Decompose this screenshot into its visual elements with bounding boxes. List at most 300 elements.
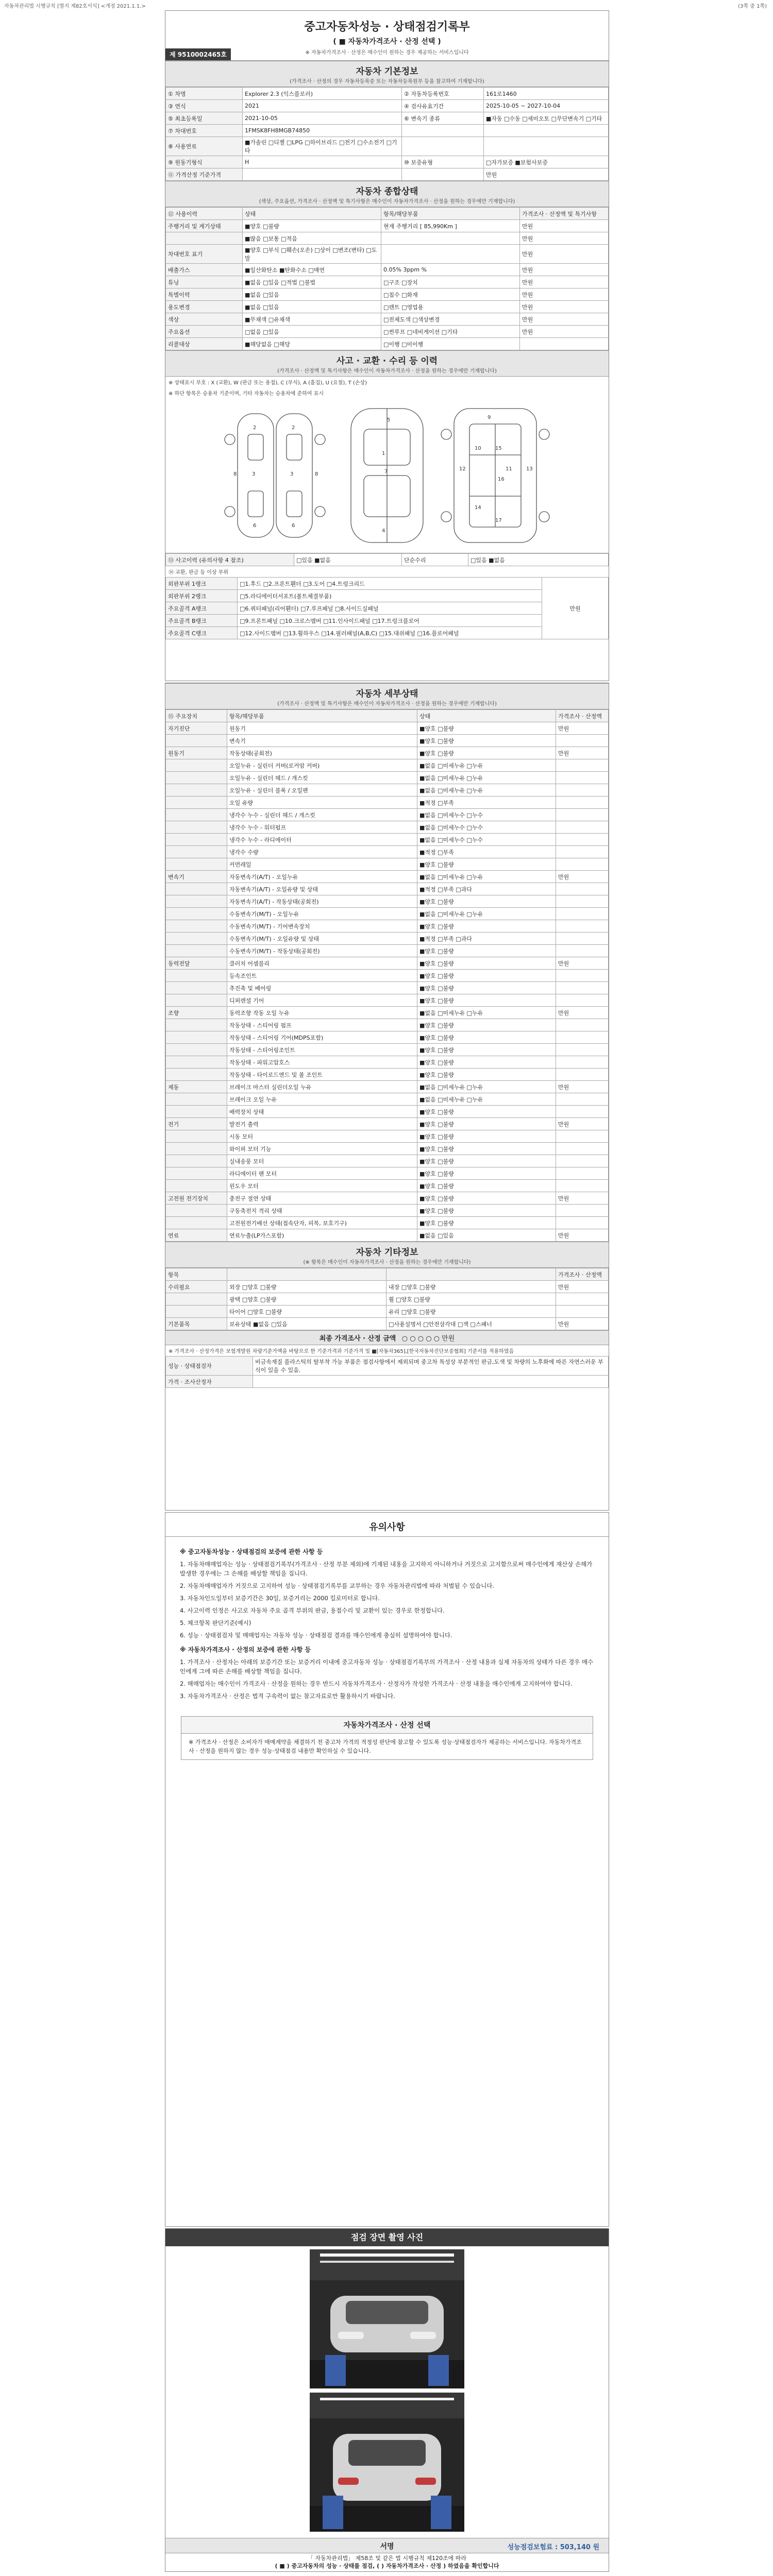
special-note-row bbox=[166, 1357, 609, 1376]
detail-cell: 브레이크 오일 누유 bbox=[227, 1093, 417, 1106]
summary-cell: 만원 bbox=[520, 289, 609, 301]
detail-cell bbox=[556, 1106, 609, 1118]
detail-cell: 오일누유 - 실린더 블록 / 오일팬 bbox=[227, 784, 417, 796]
other-cell: 만원 bbox=[556, 1318, 609, 1330]
detail-cell: ■양호 □불량 bbox=[417, 1143, 556, 1155]
detail-cell: 시동 모터 bbox=[227, 1130, 417, 1143]
page-1 bbox=[165, 10, 609, 681]
detail-cell: ■양호 □불량 bbox=[417, 1155, 556, 1167]
basic-info-cell: 2021-10-05 bbox=[243, 112, 402, 125]
footer-confirm-line: ( ■ ) 중고자동차의 성능 · 상태를 점검, ( ) 자동차가격조사 · 산정 ) 하였음을 확인합니다 bbox=[275, 2563, 499, 2569]
other-cell: 광택 □양호 □불량 bbox=[227, 1293, 386, 1306]
summary-cell: 만원 bbox=[520, 313, 609, 326]
other-cell bbox=[556, 1306, 609, 1318]
basic-info-table bbox=[165, 87, 609, 181]
detail-cell: 오일 유량 bbox=[227, 796, 417, 809]
accident-frame-cell: 단순수리 bbox=[402, 554, 468, 566]
basic-info-cell bbox=[402, 137, 484, 156]
vehicle-outline-diagram bbox=[165, 398, 608, 553]
detail-cell: ■양호 □불량 bbox=[417, 1106, 556, 1118]
document-number: 제 9510002465호 bbox=[165, 48, 231, 60]
detail-cell bbox=[556, 883, 609, 895]
basic-info-cell: 1FMSK8FH8MGB74850 bbox=[243, 125, 402, 137]
detail-cell bbox=[166, 1056, 227, 1069]
detail-cell: 냉각수 누수 - 워터펌프 bbox=[227, 821, 417, 834]
detail-cell bbox=[556, 735, 609, 747]
detail-cell bbox=[166, 883, 227, 895]
summary-note: (색상, 주요옵션, 가격조사 · 산정액 및 특기사항은 매수인이 자동차가격조사 · 산정을 원하는 경우에만 기재합니다) bbox=[259, 199, 515, 205]
detail-cell: 자동변속기(A/T) - 작동상태(공회전) bbox=[227, 895, 417, 908]
inspection-photo-front bbox=[310, 2249, 464, 2388]
detail-cell: ■양호 □불량 bbox=[417, 895, 556, 908]
summary-table bbox=[165, 207, 609, 350]
basic-info-row bbox=[166, 88, 609, 100]
detail-cell: ■없음 □미세누유 □누유 bbox=[417, 1093, 556, 1106]
frame-table bbox=[165, 553, 609, 566]
detail-cell: 와이퍼 모터 기능 bbox=[227, 1143, 417, 1155]
detail-cell: 만원 bbox=[556, 1007, 609, 1019]
detail-row bbox=[166, 920, 609, 933]
svg-text:6: 6 bbox=[292, 523, 295, 529]
detail-cell: 냉각수 수량 bbox=[227, 846, 417, 858]
svg-text:7: 7 bbox=[384, 469, 388, 474]
detail-cell: 냉각수 누수 - 라디에이터 bbox=[227, 834, 417, 846]
summary-cell: 튜닝 bbox=[166, 276, 243, 289]
caution-item: 4. 사고이력 인정은 사고로 자동차 주요 골격 부위의 판금, 용접수리 및 교환이 있는 경우로 한정합니다. bbox=[180, 1607, 445, 1614]
detail-cell: 자기진단 bbox=[166, 722, 227, 735]
detail-cell bbox=[556, 772, 609, 784]
detail-cell: 배력장치 상태 bbox=[227, 1106, 417, 1118]
detail-cell: 만원 bbox=[556, 1229, 609, 1242]
detail-cell: 만원 bbox=[556, 871, 609, 883]
summary-header: 항목/해당부품 bbox=[381, 208, 520, 220]
detail-cell bbox=[166, 821, 227, 834]
detail-cell: ■양호 □불량 bbox=[417, 1180, 556, 1192]
detail-cell bbox=[166, 1167, 227, 1180]
detail-cell: ■없음 □미세누유 □누유 bbox=[417, 772, 556, 784]
detail-title: 자동차 세부상태 bbox=[356, 689, 418, 699]
detail-cell bbox=[166, 1106, 227, 1118]
summary-cell: ■많음 □보통 □적음 bbox=[243, 232, 381, 245]
svg-text:14: 14 bbox=[475, 505, 481, 511]
detail-row bbox=[166, 994, 609, 1007]
detail-cell: ■양호 □불량 bbox=[417, 1130, 556, 1143]
summary-cell bbox=[381, 245, 520, 264]
other-cell bbox=[556, 1293, 609, 1306]
detail-row bbox=[166, 957, 609, 970]
basic-info-cell: 2021 bbox=[243, 100, 402, 112]
basic-info-cell: ⑥ 변속기 종류 bbox=[402, 112, 484, 125]
svg-text:11: 11 bbox=[506, 466, 512, 472]
detail-cell: 작동상태(공회전) bbox=[227, 747, 417, 759]
detail-cell bbox=[556, 821, 609, 834]
detail-cell bbox=[166, 945, 227, 957]
summary-title: 자동차 종합상태 bbox=[356, 187, 418, 197]
detail-cell bbox=[166, 1019, 227, 1031]
basic-info-title: 자동차 기본정보 bbox=[356, 66, 418, 77]
detail-row bbox=[166, 871, 609, 883]
detail-cell bbox=[556, 858, 609, 871]
inspection-photo-rear bbox=[310, 2393, 464, 2532]
detail-cell: 수동변속기(M/T) - 오일누유 bbox=[227, 908, 417, 920]
accident-frame-cell: □있음 ■없음 bbox=[468, 554, 609, 566]
caution-item: 1. 자동차매매업자는 성능 · 상태점검기록부(가격조사 · 산정 부분 제외)에 기재된 내용을 고지하지 아니하거나 거짓으로 고지함으로써 매수인에게 재산상 손해가 발생한 경우에는 그 손해를 배상할 책임을 집니다. bbox=[180, 1561, 593, 1577]
detail-cell bbox=[166, 858, 227, 871]
rank-label: 외판부위 2랭크 bbox=[166, 590, 238, 602]
final-price-band bbox=[165, 1330, 609, 1345]
summary-cell: 만원 bbox=[520, 276, 609, 289]
detail-cell: ■양호 □불량 bbox=[417, 747, 556, 759]
rank-label: 주요골격 B랭크 bbox=[166, 615, 238, 627]
detail-cell: 실내송풍 모터 bbox=[227, 1155, 417, 1167]
summary-cell: 주요옵션 bbox=[166, 326, 243, 338]
other-cell: 휠 □양호 □불량 bbox=[386, 1293, 556, 1306]
detail-cell: 작동상태 - 파워고압호스 bbox=[227, 1056, 417, 1069]
summary-cell bbox=[166, 232, 243, 245]
svg-text:4: 4 bbox=[382, 528, 385, 534]
detail-cell bbox=[556, 994, 609, 1007]
summary-cell: 만원 bbox=[520, 326, 609, 338]
detail-cell: ■양호 □불량 bbox=[417, 1167, 556, 1180]
summary-header: ⑫ 사용이력 bbox=[166, 208, 243, 220]
basic-info-cell: ⑧ 사용연료 bbox=[166, 137, 243, 156]
detail-cell: 윈도우 모터 bbox=[227, 1180, 417, 1192]
summary-row bbox=[166, 289, 609, 301]
summary-cell: □전체도색 □색상변경 bbox=[381, 313, 520, 326]
summary-cell: ■없음 □있음 □적법 □불법 bbox=[243, 276, 381, 289]
detail-cell bbox=[556, 1044, 609, 1056]
signature-band bbox=[165, 2538, 609, 2553]
detail-cell bbox=[166, 920, 227, 933]
basic-info-cell: ⑤ 최초등록일 bbox=[166, 112, 243, 125]
detail-cell bbox=[166, 846, 227, 858]
detail-cell: ■없음 □미세누유 □누유 bbox=[417, 784, 556, 796]
detail-cell bbox=[556, 1056, 609, 1069]
caution-item: 5. 체크항목 판단기준(예시) bbox=[180, 1619, 251, 1626]
form-legal-basis: 자동차관리법 시행규칙 [별지 제82호서식] <개정 2021.1.1.> bbox=[4, 4, 146, 9]
detail-cell: 클러치 어셈블리 bbox=[227, 957, 417, 970]
price-caution-item: 1. 가격조사 · 산정자는 아래의 보증기간 또는 보증거리 이내에 중고자동차 성능 · 상태점검기록부의 가격조사 · 산정 내용과 실제 자동차의 상태가 다른 경우 매수인에게 그에 따른 손해를 배상할 책임을 집니다. bbox=[180, 1658, 594, 1675]
detail-cell: 수동변속기(M/T) - 오일유량 및 상태 bbox=[227, 933, 417, 945]
detail-row bbox=[166, 1192, 609, 1205]
summary-cell: 용도변경 bbox=[166, 301, 243, 313]
caution-section-1: ※ 중고자동차성능 · 상태점검의 보증에 관한 사항 등 bbox=[180, 1548, 323, 1555]
detail-cell bbox=[556, 846, 609, 858]
detail-cell: ■양호 □불량 bbox=[417, 945, 556, 957]
footer-legal-line: 「 자동차관리법」 제58조 및 같은 법 시행규칙 제120조에 따라 bbox=[307, 2555, 467, 2562]
basic-info-row bbox=[166, 156, 609, 168]
detail-cell: ■양호 □불량 bbox=[417, 1217, 556, 1229]
detail-cell: 오일누유 - 실린더 커버(로커암 커버) bbox=[227, 759, 417, 772]
caution-item: 2. 자동차매매업자가 거짓으로 고지하여 성능 · 상태점검기록부를 교부하는 경우 자동차관리법에 따라 처벌될 수 있습니다. bbox=[180, 1582, 495, 1589]
caution-body bbox=[165, 1537, 609, 1709]
detail-cell: 냉각수 누수 - 실린더 헤드 / 개스킷 bbox=[227, 809, 417, 821]
basic-info-cell: ■자동 □수동 □세미오토 □무단변속기 □기타 bbox=[484, 112, 609, 125]
detail-cell: ■양호 □불량 bbox=[417, 982, 556, 994]
detail-row bbox=[166, 1118, 609, 1130]
special-note-row bbox=[166, 1376, 609, 1388]
detail-cell bbox=[556, 1069, 609, 1081]
detail-row bbox=[166, 1019, 609, 1031]
summary-row bbox=[166, 338, 609, 350]
summary-cell: ■양호 □부식 □훼손(오손) □상이 □변조(변타) □도말 bbox=[243, 245, 381, 264]
detail-cell bbox=[556, 809, 609, 821]
summary-cell: ■해당없음 □해당 bbox=[243, 338, 381, 350]
detail-row bbox=[166, 895, 609, 908]
basic-info-cell: H bbox=[243, 156, 402, 168]
detail-row bbox=[166, 1130, 609, 1143]
other-cell: 수리필요 bbox=[166, 1281, 227, 1293]
detail-row bbox=[166, 883, 609, 895]
detail-cell: ■양호 □불량 bbox=[417, 735, 556, 747]
rank-label: 외판부위 1랭크 bbox=[166, 578, 238, 590]
price-option-line: ( ■ 자동차가격조사 · 산정 선택 ) bbox=[333, 38, 441, 46]
detail-cell: 변속기 bbox=[166, 871, 227, 883]
price-option-box bbox=[181, 1716, 593, 1760]
rank-parts: □6.쿼터패널(리어휀더) □7.루프패널 □8.사이드실패널 bbox=[238, 602, 542, 615]
summary-row bbox=[166, 276, 609, 289]
detail-cell bbox=[166, 1155, 227, 1167]
rank-parts: □9.프론트패널 □10.크로스멤버 □11.인사이드패널 □17.트렁크플로어 bbox=[238, 615, 542, 627]
detail-cell bbox=[556, 759, 609, 772]
detail-cell bbox=[556, 1093, 609, 1106]
detail-cell: 조향 bbox=[166, 1007, 227, 1019]
detail-row bbox=[166, 1044, 609, 1056]
other-cell bbox=[166, 1306, 227, 1318]
basic-info-row bbox=[166, 100, 609, 112]
detail-cell: ■양호 □불량 bbox=[417, 957, 556, 970]
svg-text:8: 8 bbox=[315, 471, 318, 477]
accident-frame-cell: ⑬ 사고이력 (유의사항 4 참조) bbox=[166, 554, 294, 566]
detail-cell bbox=[166, 735, 227, 747]
summary-cell: 만원 bbox=[520, 264, 609, 276]
detail-cell bbox=[166, 1031, 227, 1044]
vehicle-diagram bbox=[165, 398, 609, 553]
page-2 bbox=[165, 683, 609, 1511]
detail-row bbox=[166, 1229, 609, 1242]
detail-cell: ■양호 □불량 bbox=[417, 1056, 556, 1069]
detail-row bbox=[166, 821, 609, 834]
detail-cell: ■양호 □불량 bbox=[417, 858, 556, 871]
accident-band bbox=[165, 350, 609, 377]
detail-cell bbox=[556, 1130, 609, 1143]
summary-cell: 차대번호 표기 bbox=[166, 245, 243, 264]
detail-cell: 작동상태 - 타이로드엔드 및 볼 조인트 bbox=[227, 1069, 417, 1081]
svg-text:1: 1 bbox=[382, 451, 385, 456]
detail-row bbox=[166, 759, 609, 772]
rank-label: 주요골격 C랭크 bbox=[166, 627, 238, 639]
summary-cell: ■없음 □있음 bbox=[243, 289, 381, 301]
svg-text:10: 10 bbox=[475, 446, 481, 451]
basic-info-row bbox=[166, 137, 609, 156]
basic-info-cell: ⑪ 가격산정 기준가격 bbox=[166, 168, 243, 181]
svg-text:17: 17 bbox=[495, 518, 502, 523]
detail-cell bbox=[556, 796, 609, 809]
summary-cell: 색상 bbox=[166, 313, 243, 326]
detail-cell: 발전기 출력 bbox=[227, 1118, 417, 1130]
detail-cell: 자동변속기(A/T) - 오일누유 bbox=[227, 871, 417, 883]
rank-parts: □12.사이드멤버 □13.휠하우스 □14.필러패널(A,B,C) □15.대쉬패널 □16.플로어패널 bbox=[238, 627, 542, 639]
detail-cell bbox=[556, 982, 609, 994]
detail-cell: ■없음 □미세누유 □누유 bbox=[417, 759, 556, 772]
detail-cell: 고전원전기배선 상태(접속단자, 피복, 보호기구) bbox=[227, 1217, 417, 1229]
detail-cell: ■양호 □불량 bbox=[417, 1205, 556, 1217]
detail-cell bbox=[556, 784, 609, 796]
basic-info-cell bbox=[484, 137, 609, 156]
detail-header: 항목/해당부품 bbox=[227, 710, 417, 722]
confirmation-footer bbox=[165, 2554, 609, 2570]
detail-cell bbox=[556, 1143, 609, 1155]
svg-text:8: 8 bbox=[233, 471, 237, 477]
detail-cell: ■양호 □불량 bbox=[417, 994, 556, 1007]
detail-cell: ■적정 □부족 bbox=[417, 846, 556, 858]
detail-cell: 등속조인트 bbox=[227, 970, 417, 982]
detail-cell: ■없음 □미세누유 □누유 bbox=[417, 908, 556, 920]
summary-cell: 만원 bbox=[520, 245, 609, 264]
detail-cell bbox=[166, 1143, 227, 1155]
detail-cell: 자동변속기(A/T) - 오일유량 및 상태 bbox=[227, 883, 417, 895]
detail-cell bbox=[166, 796, 227, 809]
summary-cell: 특별이력 bbox=[166, 289, 243, 301]
basic-info-cell: ③ 연식 bbox=[166, 100, 243, 112]
detail-cell: 추진축 및 베어링 bbox=[227, 982, 417, 994]
rank-price: 만원 bbox=[542, 578, 609, 639]
summary-cell: 주행거리 및 계기상태 bbox=[166, 220, 243, 232]
other-band bbox=[165, 1242, 609, 1268]
detail-cell: ■없음 □미세누수 □누수 bbox=[417, 809, 556, 821]
basic-info-row bbox=[166, 168, 609, 181]
detail-row bbox=[166, 1205, 609, 1217]
detail-row bbox=[166, 846, 609, 858]
detail-cell: 오일누유 - 실린더 헤드 / 개스킷 bbox=[227, 772, 417, 784]
detail-cell: 연료 bbox=[166, 1229, 227, 1242]
detail-cell: 작동상태 - 스티어링조인트 bbox=[227, 1044, 417, 1056]
summary-cell: ■없음 □있음 bbox=[243, 301, 381, 313]
detail-row bbox=[166, 908, 609, 920]
svg-text:9: 9 bbox=[488, 415, 491, 420]
detail-cell: ■양호 □불량 bbox=[417, 920, 556, 933]
summary-cell: 배출가스 bbox=[166, 264, 243, 276]
detail-row bbox=[166, 1069, 609, 1081]
detail-cell: ■없음 □있음 bbox=[417, 1229, 556, 1242]
summary-cell: □썬루프 □네비게이션 □기타 bbox=[381, 326, 520, 338]
summary-band bbox=[165, 181, 609, 207]
detail-cell bbox=[166, 759, 227, 772]
svg-text:12: 12 bbox=[459, 466, 466, 472]
detail-row bbox=[166, 1217, 609, 1229]
rank-row bbox=[166, 578, 609, 590]
summary-cell: 만원 bbox=[520, 220, 609, 232]
summary-header: 상태 bbox=[243, 208, 381, 220]
special-note-cell: 성능 · 상태점검자 bbox=[166, 1357, 253, 1376]
other-cell: 외장 □양호 □불량 bbox=[227, 1281, 386, 1293]
detail-row bbox=[166, 722, 609, 735]
detail-cell bbox=[166, 1217, 227, 1229]
detail-cell: 구동축전지 격리 상태 bbox=[227, 1205, 417, 1217]
detail-cell: ■없음 □미세누수 □누수 bbox=[417, 834, 556, 846]
detail-cell bbox=[556, 1031, 609, 1044]
other-header: 가격조사 · 산정액 bbox=[556, 1268, 609, 1281]
detail-row bbox=[166, 933, 609, 945]
detail-cell bbox=[556, 1019, 609, 1031]
detail-cell: 변속기 bbox=[227, 735, 417, 747]
detail-cell: 작동상태 - 스티어링 펌프 bbox=[227, 1019, 417, 1031]
other-cell: 만원 bbox=[556, 1281, 609, 1293]
summary-cell: 만원 bbox=[520, 301, 609, 313]
detail-header: 가격조사 · 산정액 bbox=[556, 710, 609, 722]
detail-cell: 만원 bbox=[556, 1081, 609, 1093]
detail-cell: 만원 bbox=[556, 747, 609, 759]
summary-row bbox=[166, 245, 609, 264]
detail-row bbox=[166, 1143, 609, 1155]
caution-item: 3. 자동차인도일부터 보증기간은 30일, 보증거리는 2000 킬로미터로 합니다. bbox=[180, 1595, 380, 1602]
detail-row bbox=[166, 1106, 609, 1118]
other-cell: 타이어 □양호 □불량 bbox=[227, 1306, 386, 1318]
accident-note: (가격조사 · 산정액 및 특기사항은 매수인이 자동차가격조사 · 산정을 원하는 경우에만 기재합니다) bbox=[277, 368, 497, 374]
detail-cell bbox=[556, 920, 609, 933]
detail-cell bbox=[166, 1205, 227, 1217]
other-cell: 유리 □양호 □불량 bbox=[386, 1306, 556, 1318]
detail-note: (가격조사 · 산정액 및 특기사항은 매수인이 자동차가격조사 · 산정을 원하는 경우에만 기재합니다) bbox=[277, 701, 497, 707]
detail-row bbox=[166, 1081, 609, 1093]
detail-header: ⑮ 주요장치 bbox=[166, 710, 227, 722]
detail-cell: ■적정 □부족 □과다 bbox=[417, 883, 556, 895]
final-price-label: 최종 가격조사 · 산정 금액 bbox=[319, 1335, 396, 1343]
basic-info-cell: 2025-10-05 ~ 2027-10-04 bbox=[484, 100, 609, 112]
special-notes-table bbox=[165, 1356, 609, 1388]
final-price-note: ※ 가격조사 · 산정가격은 보험개발원 차량기준가액을 바탕으로 한 기준가격과 기준가격 및 ■[자동차365],[한국자동차진단보증협회] 기준서를 적용하였음 bbox=[169, 1349, 514, 1354]
other-title: 자동차 기타정보 bbox=[356, 1247, 418, 1258]
detail-cell: 동력조향 작동 오일 누유 bbox=[227, 1007, 417, 1019]
other-row bbox=[166, 1293, 609, 1306]
svg-text:2: 2 bbox=[292, 425, 295, 431]
basic-info-row bbox=[166, 125, 609, 137]
detail-cell: ■양호 □불량 bbox=[417, 970, 556, 982]
detail-cell: ■양호 □불량 bbox=[417, 722, 556, 735]
detail-row bbox=[166, 784, 609, 796]
detail-row bbox=[166, 1093, 609, 1106]
detail-cell bbox=[166, 1044, 227, 1056]
detail-cell: 제동 bbox=[166, 1081, 227, 1093]
detail-cell: 전기 bbox=[166, 1118, 227, 1130]
detail-cell bbox=[166, 834, 227, 846]
accident-title: 사고 · 교환 · 수리 등 이력 bbox=[336, 356, 438, 366]
detail-cell: 만원 bbox=[556, 722, 609, 735]
detail-row bbox=[166, 982, 609, 994]
basic-info-row bbox=[166, 112, 609, 125]
detail-cell bbox=[166, 933, 227, 945]
detail-row bbox=[166, 945, 609, 957]
detail-cell bbox=[556, 1217, 609, 1229]
detail-cell: ■없음 □미세누유 □누유 bbox=[417, 1007, 556, 1019]
detail-cell bbox=[556, 1205, 609, 1217]
svg-text:3: 3 bbox=[290, 471, 294, 477]
basic-info-cell: ① 차명 bbox=[166, 88, 243, 100]
basic-info-cell bbox=[243, 168, 402, 181]
detail-cell: 브레이크 마스터 실린더오일 누유 bbox=[227, 1081, 417, 1093]
other-cell: 보유상태 ■없음 □있음 bbox=[227, 1318, 386, 1330]
detail-cell: 만원 bbox=[556, 957, 609, 970]
detail-cell: ■없음 □미세누유 □누유 bbox=[417, 1081, 556, 1093]
detail-cell: 충전구 절연 상태 bbox=[227, 1192, 417, 1205]
svg-text:5: 5 bbox=[387, 417, 391, 423]
document-header bbox=[165, 11, 609, 61]
detail-cell bbox=[556, 945, 609, 957]
summary-cell: □침수 □화재 bbox=[381, 289, 520, 301]
detail-cell: ■양호 □불량 bbox=[417, 1019, 556, 1031]
other-header: 항목 bbox=[166, 1268, 227, 1281]
basic-info-cell: 만원 bbox=[484, 168, 609, 181]
